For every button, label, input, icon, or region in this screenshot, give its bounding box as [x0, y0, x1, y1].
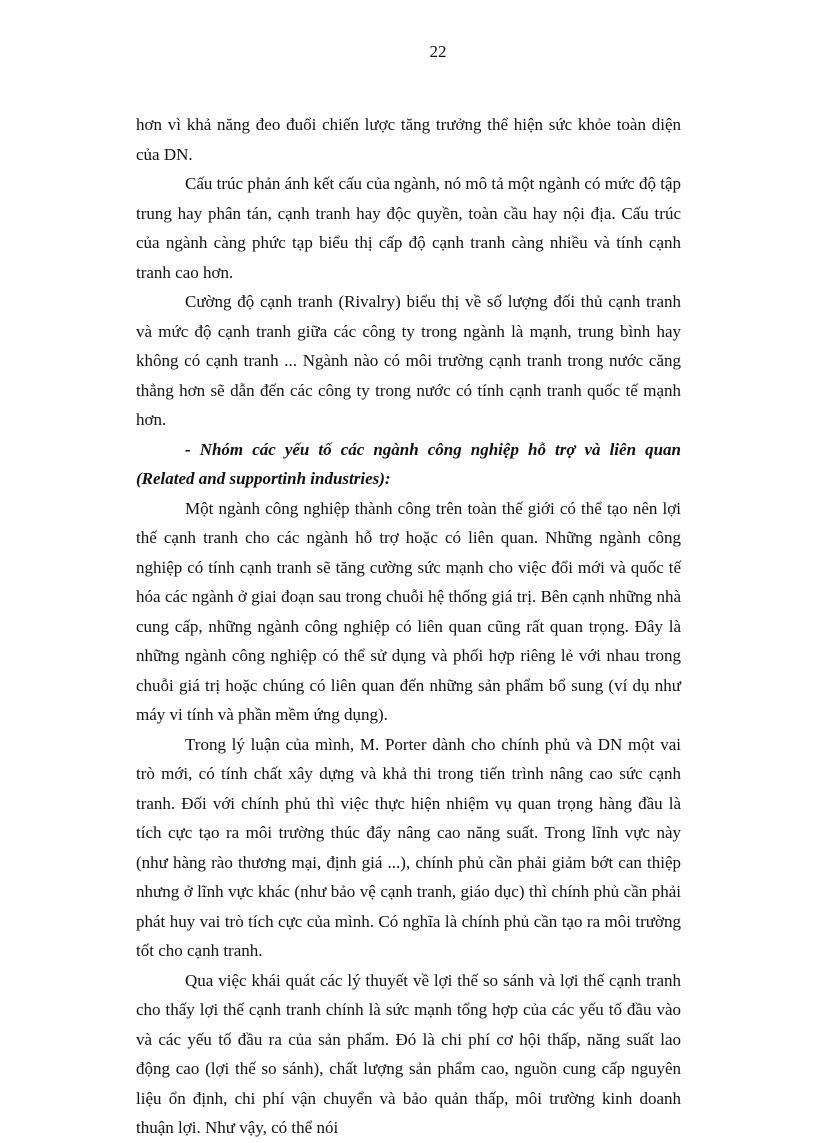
paragraph-continuation: hơn vì khả năng đeo đuổi chiến lược tăng trưởng thể hiện sức khỏe toàn diện của DN. [136, 115, 681, 164]
paragraph-government-role: Trong lý luận của mình, M. Porter dành cho chính phủ và DN một vai trò mới, có tính chất xây dựng và khả thi trong tiến trình nâng cao sức cạnh tranh. Đối với chính phủ thì việc thực hiện nhiệm vụ quan trọng hàng đầu là tích cực tạo ra môi trường thúc đẩy nâng cao năng suất. Trong lĩnh vực này (như hàng rào thương mại, định giá ...), chính phủ cần phải giảm bớt can thiệp nhưng ở lĩnh vực khác (như bảo vệ cạnh tranh, giáo dục) thì chính phủ cần phải phát huy vai trò tích cực của mình. Có nghĩa là chính phủ cần tạo ra môi trường tốt cho cạnh tranh. [136, 734, 681, 960]
section-heading: - Nhóm các yếu tố các ngành công nghiệp hỗ trợ và liên quan (Related and supportinh industries): [136, 439, 681, 488]
document-body [136, 110, 681, 1143]
paragraph-summary: Qua việc khái quát các lý thuyết về lợi thế so sánh và lợi thế cạnh tranh cho thấy lợi thế cạnh tranh chính là sức mạnh tổng hợp của các yếu tố đầu vào và các yếu tố đầu ra của sản phẩm. Đó là chi phí cơ hội thấp, năng suất lao động cao (lợi thế so sánh), chất lượng sản phẩm cao, nguồn cung cấp nguyên liệu ổn định, chi phí vận chuyển và bảo quản thấp, môi trường kinh doanh thuận lợi. Như vậy, có thể nói [136, 970, 681, 1137]
paragraph-rivalry: Cường độ cạnh tranh (Rivalry) biểu thị về số lượng đối thủ cạnh tranh và mức độ cạnh tranh giữa các công ty trong ngành là mạnh, trung bình hay không có cạnh tranh ... Ngành nào có môi trường cạnh tranh trong nước căng thẳng hơn sẽ dẫn đến các công ty trong nước có tính cạnh tranh quốc tế mạnh hơn. [136, 292, 681, 429]
paragraph-related-industries: Một ngành công nghiệp thành công trên toàn thế giới có thể tạo nên lợi thế cạnh tranh cho các ngành hỗ trợ hoặc có liên quan. Những ngành công nghiệp có tính cạnh tranh sẽ tăng cường sức mạnh cho việc đổi mới và quốc tế hóa các ngành ở giai đoạn sau trong chuỗi hệ thống giá trị. Bên cạnh những nhà cung cấp, những ngành công nghiệp có liên quan cũng rất quan trọng. Đây là những ngành công nghiệp có thể sử dụng và phối hợp riêng lẻ với nhau trong chuỗi giá trị hoặc chúng có liên quan đến những sản phẩm bổ sung (ví dụ như máy vi tính và phần mềm ứng dụng). [136, 498, 681, 724]
paragraph-structure: Cấu trúc phản ánh kết cấu của ngành, nó mô tả một ngành có mức độ tập trung hay phân tán, cạnh tranh hay độc quyền, toàn cầu hay nội địa. Cấu trúc của ngành càng phức tạp biểu thị cấp độ cạnh tranh càng nhiều và tính cạnh tranh cao hơn. [136, 174, 681, 282]
page-number: 22 [429, 42, 447, 61]
